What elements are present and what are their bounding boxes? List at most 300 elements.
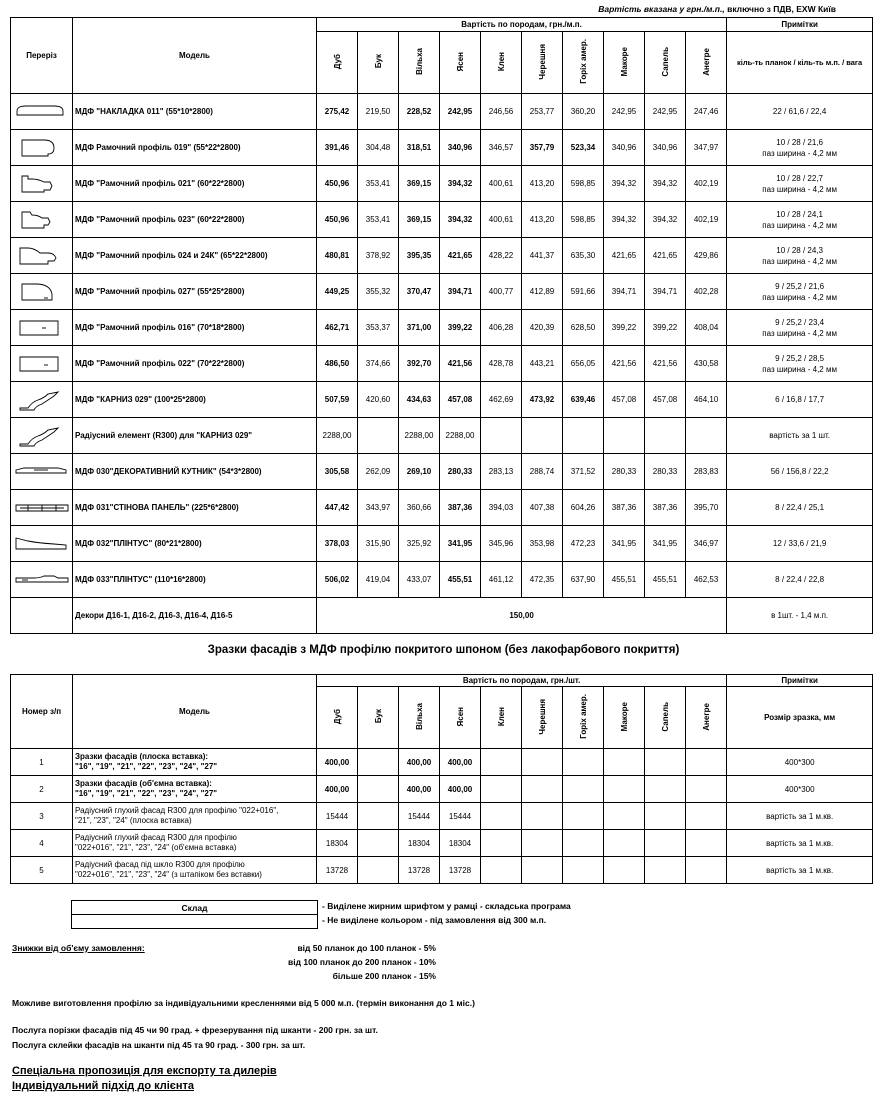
price-cell xyxy=(522,830,563,857)
price-cell: 433,07 xyxy=(399,562,440,598)
price-cell: 340,96 xyxy=(645,130,686,166)
price-cell: 228,52 xyxy=(399,94,440,130)
profile-024-icon xyxy=(14,244,70,268)
notes-cell xyxy=(727,382,873,418)
header-section: Переріз xyxy=(11,18,73,94)
price-cell xyxy=(604,830,645,857)
discounts-title: Знижки від об'єму замовлення: xyxy=(12,943,145,953)
profile-019-icon xyxy=(14,136,70,160)
price-cell: 462,71 xyxy=(317,310,358,346)
t2-species-label: Вільха xyxy=(414,703,424,730)
section-cell xyxy=(11,598,73,634)
notes-line: 8 / 22,4 / 22,8 xyxy=(775,575,825,584)
model-cell xyxy=(73,857,317,884)
model-line: "21", "23", "24" (плоска вставка) xyxy=(75,816,192,825)
price-cell: 387,36 xyxy=(645,490,686,526)
row-number-cell: 1 xyxy=(11,749,73,776)
price-cell: 242,95 xyxy=(604,94,645,130)
model-cell: МДФ "КАРНИЗ 029" (100*25*2800) xyxy=(73,382,317,418)
price-cell: 13728 xyxy=(399,857,440,884)
t2-header-model: Модель xyxy=(73,675,317,749)
price-cell: 420,39 xyxy=(522,310,563,346)
price-cell: 591,66 xyxy=(563,274,604,310)
table-row xyxy=(11,776,873,803)
t2-species-5 xyxy=(522,687,563,749)
notes-line: 22 / 61,6 / 22,4 xyxy=(772,107,827,116)
price-cell xyxy=(481,803,522,830)
special-offer-1: Спеціальна пропозиція для експорту та дилерів xyxy=(12,1065,277,1077)
price-cell: 400,00 xyxy=(399,776,440,803)
notes-line: паз ширина - 4,2 мм xyxy=(762,328,837,338)
notes-line: 6 / 16,8 / 17,7 xyxy=(775,395,825,404)
price-cell xyxy=(358,857,399,884)
t2-species-2 xyxy=(399,687,440,749)
price-cell: 275,42 xyxy=(317,94,358,130)
price-cell: 341,95 xyxy=(440,526,481,562)
t1-species-6 xyxy=(563,32,604,94)
price-note-italic: Вартість вказана у грн./м.п., xyxy=(598,4,725,14)
t2-species-label: Черешня xyxy=(537,698,547,735)
price-cell: 391,46 xyxy=(317,130,358,166)
price-cell: 304,48 xyxy=(358,130,399,166)
price-cell xyxy=(604,418,645,454)
t1-species-4 xyxy=(481,32,522,94)
price-cell: 253,77 xyxy=(522,94,563,130)
t1-species-label: Дуб xyxy=(332,53,342,70)
table-row xyxy=(11,382,873,418)
price-cell: 315,90 xyxy=(358,526,399,562)
notes-line: 9 / 25,2 / 28,5 xyxy=(775,353,825,363)
price-cell: 2288,00 xyxy=(399,418,440,454)
price-cell: 346,97 xyxy=(686,526,727,562)
t1-species-label: Бук xyxy=(373,54,383,69)
price-cell xyxy=(481,830,522,857)
cornice-029-icon xyxy=(14,388,70,412)
legend-box xyxy=(71,900,318,929)
notes-cell xyxy=(727,202,873,238)
price-cell xyxy=(686,749,727,776)
price-cell: 15444 xyxy=(399,803,440,830)
model-line: Радіусний глухий фасад R300 для профілю xyxy=(75,833,237,842)
notes-cell xyxy=(727,238,873,274)
notes-line: 10 / 28 / 24,1 xyxy=(776,209,823,219)
price-cell: 430,58 xyxy=(686,346,727,382)
t1-species-2 xyxy=(399,32,440,94)
price-cell: 400,00 xyxy=(399,749,440,776)
price-cell: 421,65 xyxy=(440,238,481,274)
notes-cell xyxy=(727,274,873,310)
price-cell: 18304 xyxy=(317,830,358,857)
price-cell: 455,51 xyxy=(645,562,686,598)
price-cell: 421,65 xyxy=(604,238,645,274)
price-cell: 450,96 xyxy=(317,202,358,238)
price-cell xyxy=(563,418,604,454)
profiles-price-table xyxy=(10,17,873,634)
model-line: Зразки фасадів (плоска вставка): xyxy=(75,752,209,761)
table-row xyxy=(11,238,873,274)
price-cell: 457,08 xyxy=(604,382,645,418)
section2-title: Зразки фасадів з МДФ профілю покритого шпоном (без лакофарбового покриття) xyxy=(207,644,680,656)
notes-cell xyxy=(727,310,873,346)
price-note xyxy=(0,4,836,14)
t2-species-4 xyxy=(481,687,522,749)
price-cell: 402,19 xyxy=(686,202,727,238)
price-cell: 400,00 xyxy=(440,749,481,776)
price-cell: 399,22 xyxy=(440,310,481,346)
price-cell: 357,79 xyxy=(522,130,563,166)
price-cell: 464,10 xyxy=(686,382,727,418)
legend-box-empty xyxy=(72,915,318,929)
legend-box-label: Склад xyxy=(72,901,318,915)
t2-species-label: Горіх амер. xyxy=(578,694,588,739)
price-cell: 394,71 xyxy=(645,274,686,310)
section-cell xyxy=(11,94,73,130)
notes-cell xyxy=(727,418,873,454)
decor-model-cell: Декори Д16-1, Д16-2, Д16-3, Д16-4, Д16-5 xyxy=(73,598,317,634)
notes-line: паз ширина - 4,2 мм xyxy=(762,292,837,302)
price-cell: 462,69 xyxy=(481,382,522,418)
price-cell xyxy=(563,803,604,830)
notes-line: 56 / 156,8 / 22,2 xyxy=(770,467,829,476)
price-cell: 242,95 xyxy=(440,94,481,130)
t2-species-7 xyxy=(604,687,645,749)
t1-species-9 xyxy=(686,32,727,94)
price-cell: 394,71 xyxy=(604,274,645,310)
price-cell xyxy=(645,803,686,830)
price-cell: 457,08 xyxy=(645,382,686,418)
profile-022-icon xyxy=(14,352,70,376)
notes-cell: вартість за 1 м.кв. xyxy=(727,830,873,857)
model-line: "022+016", "21", "23", "24" (об'ємна вставка) xyxy=(75,843,237,852)
price-cell: 288,74 xyxy=(522,454,563,490)
table-row xyxy=(11,346,873,382)
section-cell xyxy=(11,202,73,238)
notes-cell xyxy=(727,490,873,526)
price-cell xyxy=(481,418,522,454)
price-cell: 2288,00 xyxy=(317,418,358,454)
price-cell: 15444 xyxy=(317,803,358,830)
price-cell: 480,81 xyxy=(317,238,358,274)
t2-header-num: Номер з/п xyxy=(11,675,73,749)
price-cell: 219,50 xyxy=(358,94,399,130)
price-cell: 419,04 xyxy=(358,562,399,598)
table-row xyxy=(11,749,873,776)
notes-line: паз ширина - 4,2 мм xyxy=(762,364,837,374)
facade-samples-table xyxy=(10,674,873,884)
price-cell: 283,83 xyxy=(686,454,727,490)
price-cell: 598,85 xyxy=(563,166,604,202)
price-cell xyxy=(645,418,686,454)
price-cell: 242,95 xyxy=(645,94,686,130)
price-cell xyxy=(522,803,563,830)
t1-species-0 xyxy=(317,32,358,94)
price-cell: 402,28 xyxy=(686,274,727,310)
t1-species-label: Черешня xyxy=(537,43,547,80)
discount-item-3: більше 200 планок - 15% xyxy=(332,971,436,981)
legend-line-2: - Не виділене кольором - під замовлення від 300 м.п. xyxy=(322,915,547,925)
price-cell xyxy=(522,749,563,776)
section-cell xyxy=(11,166,73,202)
price-cell: 428,22 xyxy=(481,238,522,274)
notes-cell xyxy=(727,454,873,490)
price-cell: 402,19 xyxy=(686,166,727,202)
t1-species-5 xyxy=(522,32,563,94)
price-cell: 246,56 xyxy=(481,94,522,130)
price-cell: 262,09 xyxy=(358,454,399,490)
notes-cell: 400*300 xyxy=(727,749,873,776)
price-cell: 318,51 xyxy=(399,130,440,166)
price-cell: 635,30 xyxy=(563,238,604,274)
header-notes: Примітки xyxy=(727,18,873,32)
table-row xyxy=(11,166,873,202)
row-number-cell: 3 xyxy=(11,803,73,830)
price-cell: 387,36 xyxy=(604,490,645,526)
price-cell: 341,95 xyxy=(604,526,645,562)
price-cell: 421,56 xyxy=(645,346,686,382)
discount-item-2: від 100 планок до 200 планок - 10% xyxy=(288,957,436,967)
price-cell xyxy=(645,776,686,803)
price-cell: 472,35 xyxy=(522,562,563,598)
price-cell: 2288,00 xyxy=(440,418,481,454)
table-row xyxy=(11,490,873,526)
price-cell: 400,77 xyxy=(481,274,522,310)
model-cell: МДФ "Рамочний профіль 027" (55*25*2800) xyxy=(73,274,317,310)
notes-cell xyxy=(727,526,873,562)
price-cell: 374,66 xyxy=(358,346,399,382)
model-line: "022+016", "21", "23", "24" (з штапіком без вставки) xyxy=(75,870,262,879)
price-cell: 325,92 xyxy=(399,526,440,562)
notes-line: 10 / 28 / 21,6 xyxy=(776,137,823,147)
price-cell: 247,46 xyxy=(686,94,727,130)
row-number-cell: 2 xyxy=(11,776,73,803)
price-cell: 455,51 xyxy=(604,562,645,598)
price-cell: 353,37 xyxy=(358,310,399,346)
t1-species-label: Ясен xyxy=(455,51,465,72)
t1-species-label: Сапель xyxy=(660,46,670,77)
price-cell: 369,15 xyxy=(399,202,440,238)
notes-cell: 400*300 xyxy=(727,776,873,803)
table-row xyxy=(11,526,873,562)
price-cell: 421,65 xyxy=(645,238,686,274)
t1-species-7 xyxy=(604,32,645,94)
t2-species-label: Ясен xyxy=(455,706,465,727)
price-cell: 457,08 xyxy=(440,382,481,418)
t2-species-label: Макоре xyxy=(619,701,629,732)
price-cell: 353,98 xyxy=(522,526,563,562)
notes-line: 8 / 22,4 / 25,1 xyxy=(775,503,825,512)
price-cell: 360,66 xyxy=(399,490,440,526)
price-cell: 462,53 xyxy=(686,562,727,598)
price-cell: 637,90 xyxy=(563,562,604,598)
notes-line: 10 / 28 / 24,3 xyxy=(776,245,823,255)
price-cell: 269,10 xyxy=(399,454,440,490)
section-cell xyxy=(11,526,73,562)
profile-016-icon xyxy=(14,316,70,340)
price-cell xyxy=(604,857,645,884)
price-cell: 406,28 xyxy=(481,310,522,346)
notes-cell: вартість за 1 м.кв. xyxy=(727,857,873,884)
price-cell: 399,22 xyxy=(604,310,645,346)
row-number-cell: 5 xyxy=(11,857,73,884)
model-cell: МДФ "НАКЛАДКА 011" (55*10*2800) xyxy=(73,94,317,130)
price-cell: 283,13 xyxy=(481,454,522,490)
price-cell: 413,20 xyxy=(522,166,563,202)
price-cell xyxy=(481,749,522,776)
price-cell: 441,37 xyxy=(522,238,563,274)
profile-027-icon xyxy=(14,280,70,304)
price-cell: 13728 xyxy=(317,857,358,884)
table-row xyxy=(11,418,873,454)
t1-species-label: Вільха xyxy=(414,48,424,75)
price-cell: 343,97 xyxy=(358,490,399,526)
price-cell: 434,63 xyxy=(399,382,440,418)
t1-species-8 xyxy=(645,32,686,94)
decorative-corner-icon xyxy=(14,460,70,484)
price-cell xyxy=(686,418,727,454)
section-cell xyxy=(11,382,73,418)
header-model: Модель xyxy=(73,18,317,94)
notes-line: паз ширина - 4,2 мм xyxy=(762,184,837,194)
price-cell: 656,05 xyxy=(563,346,604,382)
model-cell: МДФ 032"ПЛІНТУС" (80*21*2800) xyxy=(73,526,317,562)
price-cell: 399,22 xyxy=(645,310,686,346)
section-cell xyxy=(11,562,73,598)
model-cell: МДФ 033"ПЛІНТУС" (110*16*2800) xyxy=(73,562,317,598)
model-cell xyxy=(73,803,317,830)
decor-notes-cell: в 1шт. - 1,4 м.п. xyxy=(727,598,873,634)
price-cell: 378,03 xyxy=(317,526,358,562)
price-cell: 280,33 xyxy=(440,454,481,490)
price-cell: 461,12 xyxy=(481,562,522,598)
price-cell: 394,71 xyxy=(440,274,481,310)
notes-line: паз ширина - 4,2 мм xyxy=(762,148,837,158)
price-cell: 345,96 xyxy=(481,526,522,562)
model-cell: МДФ "Рамочний профіль 022" (70*22*2800) xyxy=(73,346,317,382)
price-cell: 598,85 xyxy=(563,202,604,238)
price-cell: 18304 xyxy=(440,830,481,857)
profile-021-icon xyxy=(14,172,70,196)
plinth-033-icon xyxy=(14,568,70,592)
price-cell xyxy=(645,830,686,857)
table-row xyxy=(11,562,873,598)
price-cell: 340,96 xyxy=(604,130,645,166)
price-cell: 421,56 xyxy=(604,346,645,382)
price-cell: 394,32 xyxy=(604,202,645,238)
price-cell xyxy=(604,803,645,830)
t1-species-3 xyxy=(440,32,481,94)
price-cell: 347,97 xyxy=(686,130,727,166)
price-cell: 280,33 xyxy=(645,454,686,490)
section-cell xyxy=(11,274,73,310)
t2-header-notes-sub: Розмір зразка, мм xyxy=(727,687,873,749)
price-cell: 392,70 xyxy=(399,346,440,382)
t2-species-label: Анегре xyxy=(701,702,711,731)
price-cell xyxy=(563,830,604,857)
price-cell: 407,38 xyxy=(522,490,563,526)
price-cell: 429,86 xyxy=(686,238,727,274)
notes-line: 9 / 25,2 / 23,4 xyxy=(775,317,825,327)
price-cell: 369,15 xyxy=(399,166,440,202)
price-cell: 387,36 xyxy=(440,490,481,526)
model-cell: МДФ 030"ДЕКОРАТИВНИЙ КУТНИК" (54*3*2800) xyxy=(73,454,317,490)
t1-species-label: Клен xyxy=(496,51,506,72)
custom-profile-note: Можливе виготовлення профілю за індивідуальними кресленнями від 5 000 м.п. (термін виконання до 1 міс.) xyxy=(12,998,475,1008)
price-cell: 473,92 xyxy=(522,382,563,418)
table-row xyxy=(11,202,873,238)
price-cell: 280,33 xyxy=(604,454,645,490)
t1-species-label: Горіх амер. xyxy=(578,39,588,84)
model-line: "16", "19", "21", "22", "23", "24", "27" xyxy=(75,762,218,771)
price-cell: 394,32 xyxy=(604,166,645,202)
model-cell xyxy=(73,830,317,857)
price-note-rest: включно з ПДВ, EXW Київ xyxy=(727,4,836,14)
model-cell: МДФ Рамочний профіль 019" (55*22*2800) xyxy=(73,130,317,166)
notes-cell xyxy=(727,562,873,598)
price-cell: 400,61 xyxy=(481,202,522,238)
price-cell: 394,32 xyxy=(440,202,481,238)
model-cell xyxy=(73,749,317,776)
notes-line: паз ширина - 4,2 мм xyxy=(762,256,837,266)
price-cell: 450,96 xyxy=(317,166,358,202)
price-cell: 413,20 xyxy=(522,202,563,238)
price-cell: 371,00 xyxy=(399,310,440,346)
price-cell: 449,25 xyxy=(317,274,358,310)
price-cell: 346,57 xyxy=(481,130,522,166)
model-line: Радіусний фасад під шкло R300 для профілю xyxy=(75,860,245,869)
price-cell: 447,42 xyxy=(317,490,358,526)
price-cell: 486,50 xyxy=(317,346,358,382)
model-cell: Радіусний елемент (R300) для "КАРНИЗ 029" xyxy=(73,418,317,454)
price-cell: 639,46 xyxy=(563,382,604,418)
model-cell xyxy=(73,776,317,803)
t2-header-notes: Примітки xyxy=(727,675,873,687)
model-line: Зразки фасадів (об'ємна вставка): xyxy=(75,779,212,788)
price-cell: 628,50 xyxy=(563,310,604,346)
price-cell xyxy=(481,776,522,803)
table-row xyxy=(11,310,873,346)
price-cell: 412,89 xyxy=(522,274,563,310)
t2-species-label: Клен xyxy=(496,706,506,727)
t2-species-label: Дуб xyxy=(332,708,342,725)
notes-cell xyxy=(727,346,873,382)
notes-line: паз ширина - 4,2 мм xyxy=(762,220,837,230)
price-cell: 371,52 xyxy=(563,454,604,490)
model-cell: МДФ "Рамочний профіль 021" (60*22*2800) xyxy=(73,166,317,202)
t2-species-label: Бук xyxy=(373,709,383,724)
notes-line: 10 / 28 / 22,7 xyxy=(776,173,823,183)
model-cell: МДФ "Рамочний профіль 016" (70*18*2800) xyxy=(73,310,317,346)
model-line: "16", "19", "21", "22", "23", "24", "27" xyxy=(75,789,218,798)
t2-header-price-group: Вартість по породам, грн./шт. xyxy=(317,675,727,687)
section-cell xyxy=(11,238,73,274)
discount-item-1: від 50 планок до 100 планок - 5% xyxy=(297,943,436,953)
price-cell: 18304 xyxy=(399,830,440,857)
t1-species-1 xyxy=(358,32,399,94)
t1-species-label: Макоре xyxy=(619,46,629,77)
model-cell: МДФ "Рамочний профіль 024 и 24К" (65*22*2800) xyxy=(73,238,317,274)
table-row-decor xyxy=(11,598,873,634)
t2-species-0 xyxy=(317,687,358,749)
price-cell: 394,03 xyxy=(481,490,522,526)
price-cell: 394,32 xyxy=(645,166,686,202)
price-cell: 420,60 xyxy=(358,382,399,418)
price-cell: 394,32 xyxy=(440,166,481,202)
notes-line: вартість за 1 шт. xyxy=(769,431,831,440)
price-cell: 15444 xyxy=(440,803,481,830)
price-cell: 400,00 xyxy=(317,776,358,803)
price-cell: 443,21 xyxy=(522,346,563,382)
price-cell: 604,26 xyxy=(563,490,604,526)
